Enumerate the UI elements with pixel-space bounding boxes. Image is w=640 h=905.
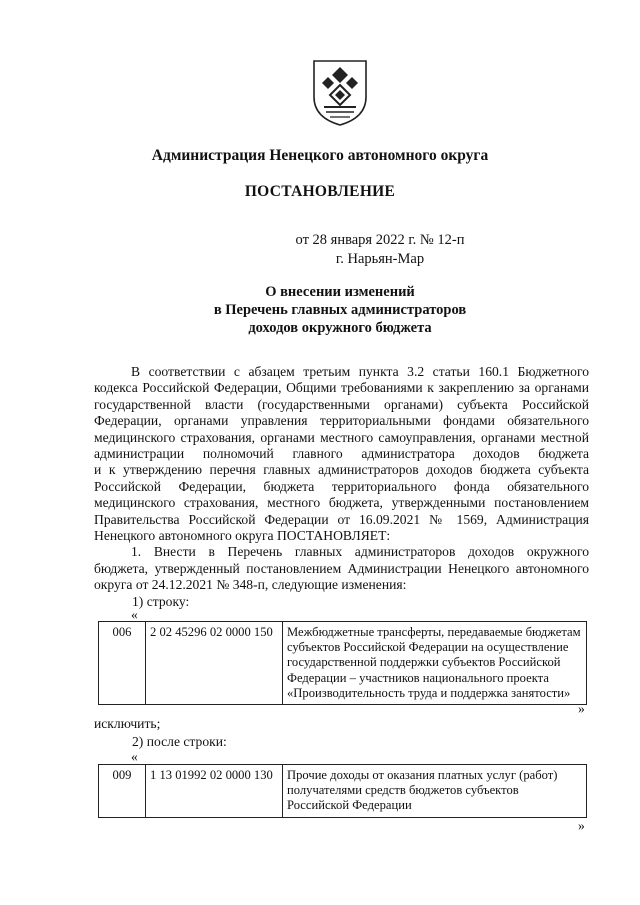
title-line: в Перечень главных администраторов: [213, 302, 467, 318]
reference-row-table: [98, 764, 587, 818]
paragraph-line: кодекса Российской Федерации, Общими требованиями к закреплению за органами: [94, 380, 589, 396]
paragraph-line: и к утверждению перечня главных администраторов доходов бюджета субъекта: [94, 462, 589, 478]
open-quote: «: [131, 607, 138, 622]
table-cell-code: 009: [99, 765, 146, 818]
paragraph-line: В соответствии с абзацем третьим пункта 3.2 статьи 160.1 Бюджетного: [131, 364, 589, 379]
paragraph-line: медицинского страхования, местного бюджета, утвержденными постановлением: [94, 495, 589, 511]
paragraph-line: бюджета, утвержденный постановлением Администрации Ненецкого автономного: [94, 560, 589, 576]
title-line: доходов окружного бюджета: [248, 320, 432, 336]
nenets-coat-of-arms-icon: [310, 57, 370, 127]
paragraph-line: Федерации, органами управления территориальными фондами обязательного: [94, 413, 589, 429]
table-cell-kbk: 2 02 45296 02 0000 150: [146, 622, 283, 705]
table-cell-name: Межбюджетные трансферты, передаваемые бюджетам субъектов Российской Федерации на осуществление государственной поддержки субъектов Российской Федерации – участников национального проекта «Производительность труда и поддержка занятости»: [283, 622, 587, 705]
excluded-row-table: [98, 621, 587, 705]
list-item-2: 2) после строки:: [132, 734, 227, 749]
table-cell-kbk: 1 13 01992 02 0000 130: [146, 765, 283, 818]
document-type: ПОСТАНОВЛЕНИЕ: [244, 183, 396, 200]
paragraph-line: Российской Федерации, бюджета территориального фонда обязательного: [94, 478, 589, 494]
document-title: [20, 283, 640, 337]
paragraph-line: администрации полномочий главного администратора доходов бюджета: [94, 446, 589, 462]
close-quote: »: [578, 818, 585, 833]
list-item-1: 1) строку:: [132, 594, 190, 609]
paragraph-line: Правительства Российской Федерации от 16.09.2021 № 1569, Администрация: [94, 511, 589, 527]
paragraph-line: медицинского страхования, органами местного самоуправления, органами местной: [94, 429, 589, 445]
document-date: от 28 января 2022 г. № 12-п: [295, 232, 465, 248]
title-line: О внесении изменений: [265, 284, 415, 300]
table-row: [99, 622, 587, 705]
document-city: г. Нарьян-Мар: [335, 251, 425, 267]
paragraph-line: государственной власти (государственными органами) субъекта Российской: [94, 396, 589, 412]
open-quote: «: [131, 749, 138, 764]
table-cell-code: 006: [99, 622, 146, 705]
table-row: [99, 765, 587, 818]
preamble-paragraph: [94, 364, 589, 594]
paragraph-line: Ненецкого автономного округа ПОСТАНОВЛЯЕТ:: [94, 528, 391, 544]
table-cell-name: Прочие доходы от оказания платных услуг (работ) получателями средств бюджетов субъектов Российской Федерации: [283, 765, 587, 818]
paragraph-line: округа от 24.12.2021 № 348-п, следующие изменения:: [94, 577, 407, 593]
exclude-text: исключить;: [94, 716, 161, 731]
paragraph-line: 1. Внести в Перечень главных администраторов доходов окружного: [131, 544, 589, 560]
close-quote: »: [578, 701, 585, 716]
organization-name: Администрация Ненецкого автономного округа: [151, 147, 489, 164]
